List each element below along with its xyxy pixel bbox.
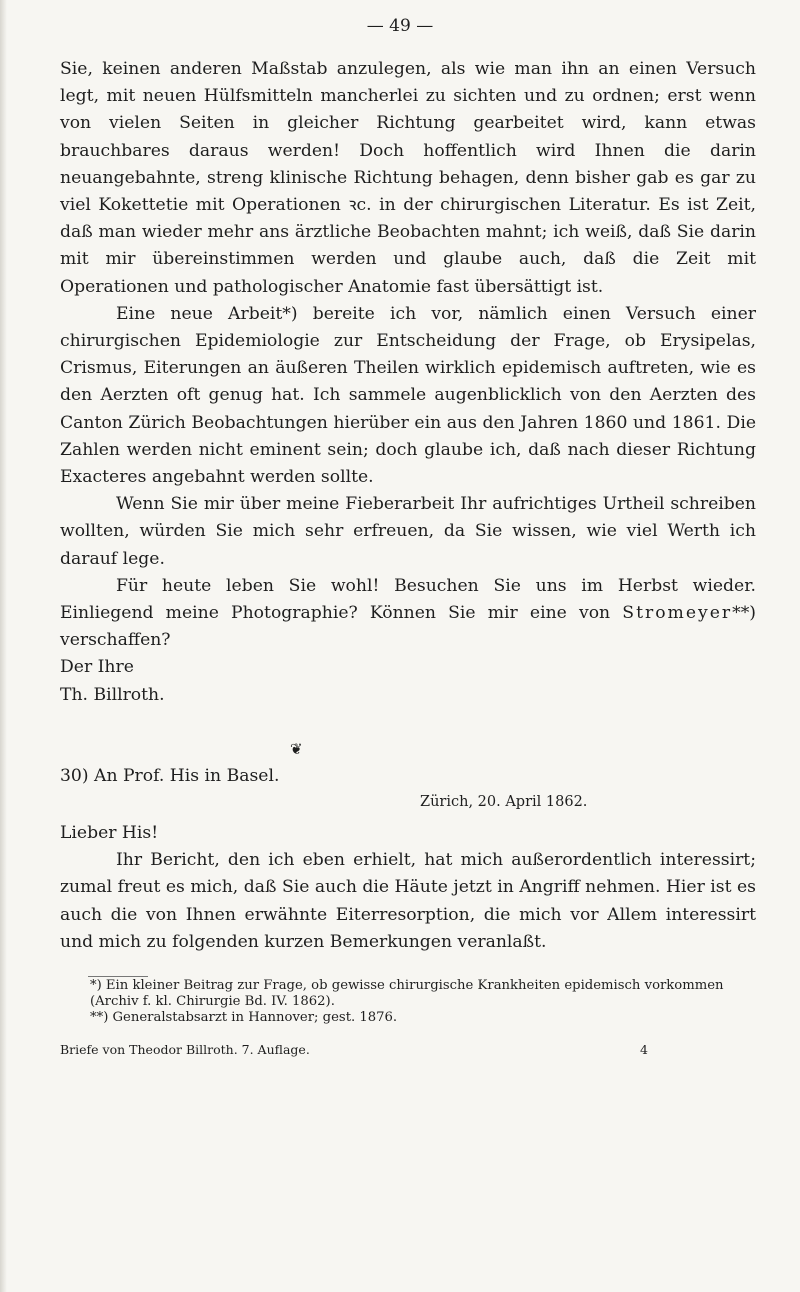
section-divider-ornament: ❦ <box>290 740 303 758</box>
stromeyer-footnote-ref: **) verschaffen? <box>60 603 757 651</box>
paragraph: Eine neue Arbeit*) bereite ich vor, nämlich einen Versuch einer chirurgischen Epidemiologie zur Entscheidung der Frage, ob Erysipelas, Crismus, Eiterungen an äußeren Theilen wirklich epidemisch auftreten, wie es den Aerzten oft genug hat. Ich sammele augenblicklich von den Aerzten des Canton Zürich Beobachtungen hierüber ein aus den Jahren 1860 und 1861. Die Zahlen werden nicht eminent sein; doch glaube ich, daß nach dieser Richtung Exacteres angebahnt werden sollte. <box>60 303 756 488</box>
page-number-header: — 49 — <box>366 16 434 36</box>
paragraph: Ihr Bericht, den ich eben erhielt, hat mich außerordentlich interessirt; zumal freut es mich, daß Sie auch die Häute jetzt in Angriff nehmen. Hier ist es auch die von Ihnen erwähnte Eiterresorption, die mich vor Allem interessirt und mich zu folgenden kurzen Bemerkungen veranlaßt. <box>60 850 756 952</box>
closing: Der Ihre <box>60 657 134 678</box>
scan-edge-shadow <box>0 0 7 1292</box>
paragraph-text: Für heute leben Sie wohl! Besuchen Sie uns im Herbst wieder. Einliegend meine Photographie? Können Sie mir eine von <box>60 575 756 624</box>
letter-heading: 30) An Prof. His in Basel. <box>60 766 280 786</box>
book-title-footer: Briefe von Theodor Billroth. 7. Auflage. <box>60 1042 310 1057</box>
place-date: Zürich, 20. April 1862. <box>420 794 588 810</box>
footnote-divider <box>88 976 148 977</box>
footnote: *) Ein kleiner Beitrag zur Frage, ob gewisse chirurgische Krankheiten epidemisch vorkommen (Archiv f. kl. Chirurgie Bd. IV. 1862). <box>90 978 724 1009</box>
letter-continuation <box>60 56 756 709</box>
stromeyer-name: Stromeyer <box>622 603 733 624</box>
paragraph: Sie, keinen anderen Maßstab anzulegen, als wie man ihn an einen Versuch legt, mit neuen Hülfsmitteln mancherlei zu sichten und zu ordnen; erst wenn von vielen Seiten in gleicher Richtung gearbeitet wird, kann etwas brauchbares daraus werden! Doch hoffentlich wird Ihnen die darin neuangebahnte, streng klinische Richtung behagen, denn bisher gab es gar zu viel Kokettetie mit Operationen ꝛc. in der chirurgischen Literatur. Es ist Zeit, daß man wieder mehr ans ärztliche Beobachten mahnt; ich weiß, daß Sie darin mit mir übereinstimmen werden und glaube auch, daß die Zeit mit Operationen und pathologischer Anatomie fast übersättigt ist. <box>60 59 756 297</box>
paragraph <box>60 573 756 655</box>
letter-30-body <box>60 820 756 956</box>
footnotes <box>60 978 756 1026</box>
footnote: **) Generalstabsarzt in Hannover; gest. 1876. <box>90 1010 398 1025</box>
signature: Th. Billroth. <box>60 684 165 705</box>
paragraph: Wenn Sie mir über meine Fieberarbeit Ihr aufrichtiges Urtheil schreiben wollten, würden Sie mich sehr erfreuen, da Sie wissen, wie viel Werth ich darauf lege. <box>60 494 756 569</box>
salutation: Lieber His! <box>60 823 159 843</box>
signature-mark: 4 <box>640 1042 648 1057</box>
